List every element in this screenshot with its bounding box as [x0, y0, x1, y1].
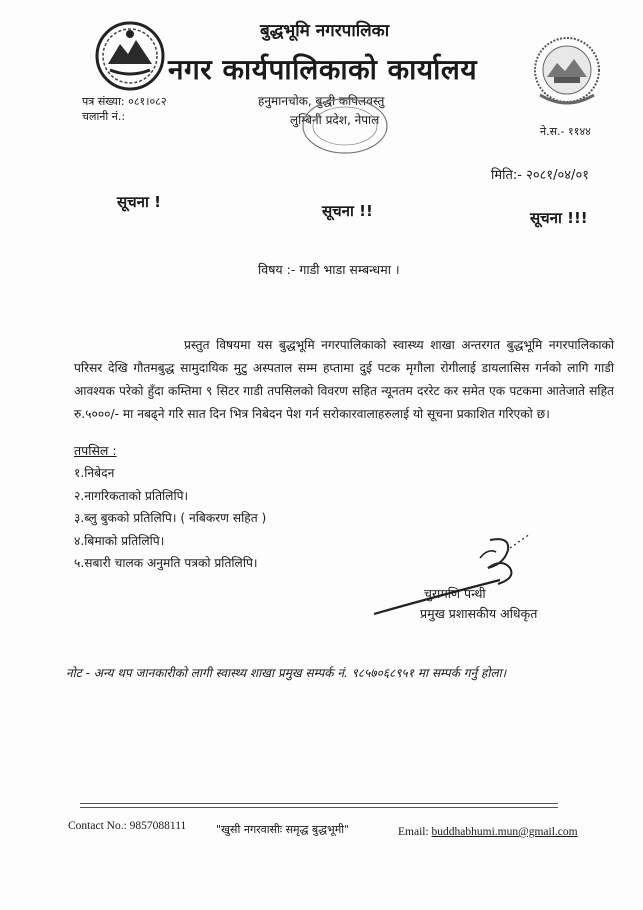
email-label: Email:	[398, 826, 429, 838]
contact-note: नोट - अन्य थप जानकारीको लागी स्वास्थ्य शाखा प्रमुख सम्पर्क नं. ९८५७०६८९५१ मा सम्पर्क गर्नु होला।	[66, 666, 507, 680]
subject-line: विषय :- गाडी भाडा सम्बन्धमा ।	[258, 262, 400, 277]
office-title: नगर कार्यपालिकाको कार्यालय	[168, 53, 478, 86]
office-stamp-icon	[300, 96, 390, 156]
list-title: तपसिल :	[74, 443, 117, 458]
notice-heading-3: सूचना !!!	[530, 209, 588, 227]
footer-email	[398, 826, 578, 838]
municipality-seal-icon	[532, 35, 602, 110]
footer-divider	[80, 803, 558, 808]
requirements-list	[74, 462, 266, 575]
municipality-name: बुद्धभूमि नगरपालिका	[260, 21, 390, 41]
list-item: १.निबेदन	[74, 466, 115, 480]
nepal-emblem-icon	[94, 20, 166, 92]
footer-slogan: "खुसी नगरवासीः समृद्ध बुद्धभूमी"	[216, 823, 350, 836]
list-item: ४.बिमाको प्रतिलिपि।	[74, 533, 165, 548]
notice-body: प्रस्तुत विषयमा यस बुद्धभूमि नगरपालिकाको स्वास्थ्य शाखा अन्तरगत बुद्धभूमि नगरपालिकाको परिसर देखि गौतमबुद्ध सामुदायिक मुटु अस्पताल सम्म हप्तामा दुई पटक मृगौला रोगीलाई डायलासिस गर्नको लागि गाडी आवश्यक परेको हुँदा कम्तिमा ९ सिटर गाडी तपसिलको विवरण सहित न्यूनतम दररेट कर समेत एक पटकमा आतेजाते सहित रु.५०००/- मा नबढ्ने गरि सात दिन भित्र निबेदन पेश गर्न सरोकारवालाहरुलाई यो सूचना प्रकाशित गरिएको छ।	[74, 338, 614, 422]
date: मिति:- २०८१/०४/०१	[491, 168, 589, 183]
list-item: ५.सबारी चालक अनुमति पत्रको प्रतिलिपि।	[74, 556, 258, 570]
notice-heading-1: सूचना !	[117, 193, 161, 211]
address-line-1: हनुमानचोक, बुद्धी कपिलवस्तु	[258, 94, 385, 108]
dispatch-number: चलानी नं.:	[82, 110, 126, 123]
signer-designation: प्रमुख प्रशासकीय अधिकृत	[420, 606, 538, 621]
footer-contact: Contact No.: 9857088111	[68, 820, 187, 832]
list-item: २.नागरिकताको प्रतिलिपि।	[74, 488, 189, 503]
signer-name: चुरामणि पन्थी	[424, 586, 486, 601]
registration-number: ने.स.- ११४४	[540, 125, 591, 138]
address-line-2: लुम्बिनी प्रदेश, नेपाल	[290, 113, 380, 127]
list-item: ३.ब्लु बुकको प्रतिलिपि। ( नबिकरण सहित )	[74, 511, 267, 525]
notice-heading-2: सूचना !!	[322, 202, 373, 220]
email-link[interactable]: buddhabhumi.mun@gmail.com	[431, 826, 578, 838]
letter-number: पत्र संख्या: ०८१।०८२	[82, 95, 167, 108]
